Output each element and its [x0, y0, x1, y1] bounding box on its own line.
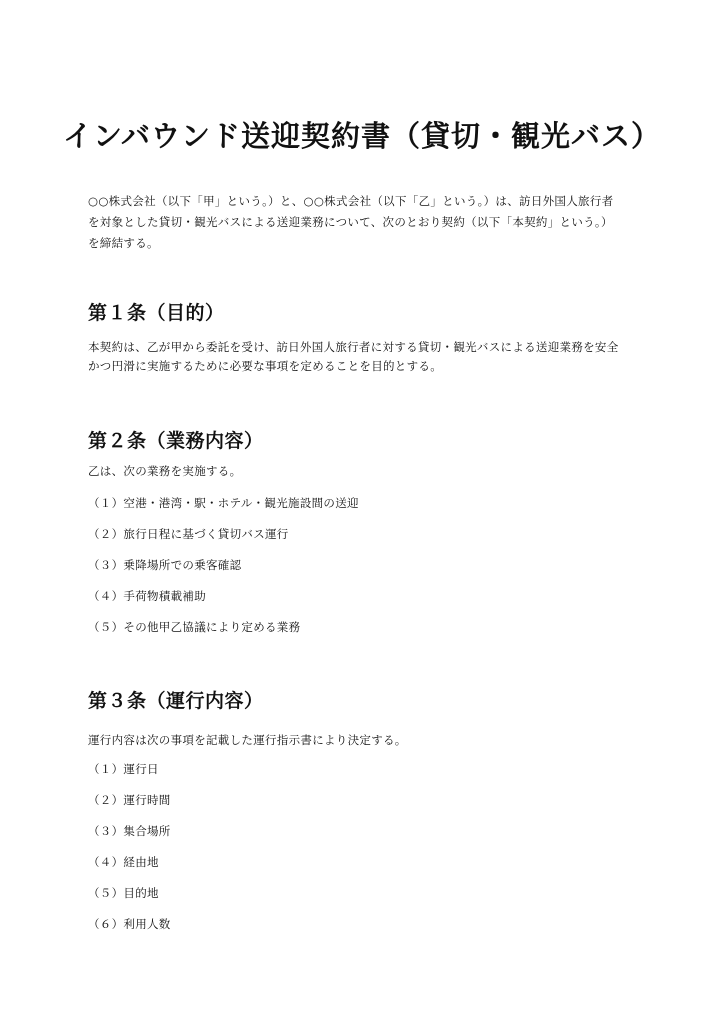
article-2-heading: 第２条（業務内容） [88, 430, 264, 452]
list-item: （２）旅行日程に基づく貸切バス運行 [88, 527, 289, 541]
article-3-lead: 運行内容は次の事項を記載した運行指示書により決定する。 [88, 733, 407, 747]
article-1-body [88, 338, 648, 376]
article-1-line: かつ円滑に実施するために必要な事項を定めることを目的とする。 [88, 359, 442, 373]
list-item: （２）運行時間 [88, 793, 171, 807]
list-item: （３）乗降場所での乗客確認 [88, 558, 242, 572]
article-3-list [88, 762, 171, 948]
intro-line: を締結する。 [88, 236, 159, 250]
article-2-lead: 乙は、次の業務を実施する。 [88, 464, 242, 478]
list-item: （１）空港・港湾・駅・ホテル・観光施設間の送迎 [88, 496, 359, 510]
intro-line: を対象とした貸切・観光バスによる送迎業務について、次のとおり契約（以下「本契約」という。） [88, 215, 613, 229]
document-title: インバウンド送迎契約書（貸切・観光バス） [63, 119, 661, 153]
intro-paragraph [88, 191, 648, 254]
list-item: （４）手荷物積載補助 [88, 589, 206, 603]
list-item: （４）経由地 [88, 855, 159, 869]
article-2-list [88, 496, 359, 651]
article-3-heading: 第３条（運行内容） [88, 690, 264, 712]
intro-line: ○○株式会社（以下「甲」という。）と、○○株式会社（以下「乙」という。）は、訪日外国人旅行者 [88, 194, 614, 208]
list-item: （１）運行日 [88, 762, 159, 776]
list-item: （５）その他甲乙協議により定める業務 [88, 620, 301, 634]
list-item: （６）利用人数 [88, 917, 171, 931]
list-item: （３）集合場所 [88, 824, 171, 838]
list-item: （５）目的地 [88, 886, 159, 900]
article-1-heading: 第１条（目的） [88, 302, 225, 324]
article-1-line: 本契約は、乙が甲から委託を受け、訪日外国人旅行者に対する貸切・観光バスによる送迎業務を安全 [88, 340, 619, 354]
